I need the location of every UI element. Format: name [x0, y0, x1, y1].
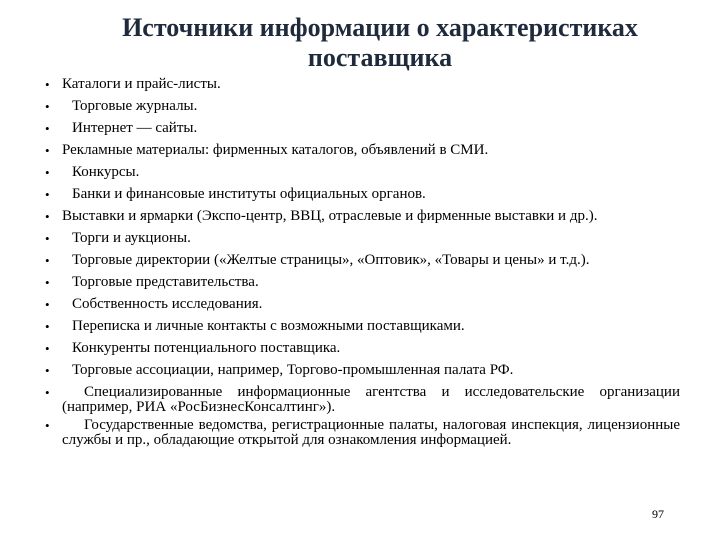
list-item-text: Конкуренты потенциального поставщика.: [72, 340, 341, 356]
bullet-icon: •: [45, 253, 50, 268]
list-item: [45, 98, 680, 114]
list-item: [45, 230, 680, 246]
list-item-text: Собственность исследования.: [72, 296, 263, 312]
list-item: [45, 362, 680, 378]
list-item: [45, 384, 680, 415]
list-item-text: Выставки и ярмарки (Экспо-центр, ВВЦ, отраслевые и фирменные выставки и др.).: [62, 208, 598, 224]
list-item-text: Переписка и личные контакты с возможными поставщиками.: [72, 318, 465, 334]
bullet-icon: •: [45, 121, 50, 136]
list-item: [45, 274, 680, 290]
list-item-text: Торговые представительства.: [72, 274, 259, 290]
list-item-text: Рекламные материалы: фирменных каталогов, объявлений в СМИ.: [62, 142, 489, 158]
slide-title: Источники информации о характеристиках поставщика: [122, 13, 638, 72]
list-item-text: Конкурсы.: [72, 164, 140, 180]
list-item: [45, 186, 680, 202]
bullet-icon: •: [45, 275, 50, 290]
bullet-icon: •: [45, 385, 50, 400]
bullet-icon: •: [45, 319, 50, 334]
list-item: [45, 417, 680, 448]
list-item-text: Банки и финансовые институты официальных органов.: [72, 186, 426, 202]
list-item-text: Торговые ассоциации, например, Торгово-промышленная палата РФ.: [72, 362, 514, 378]
list-item-text: Торги и аукционы.: [72, 230, 191, 246]
bullet-icon: •: [45, 209, 50, 224]
list-item-text: Каталоги и прайс-листы.: [62, 76, 221, 92]
bullet-icon: •: [45, 363, 50, 378]
list-item: [45, 208, 680, 224]
list-item: [45, 340, 680, 356]
list-item: [45, 76, 680, 92]
list-item: [45, 164, 680, 180]
list-item: [45, 318, 680, 334]
list-item: [45, 252, 680, 268]
list-item-text: Торговые журналы.: [72, 98, 198, 114]
list-item: [45, 120, 680, 136]
list-item: [45, 142, 680, 158]
bullet-icon: •: [45, 341, 50, 356]
list-item-text: Торговые директории («Желтые страницы», «Оптовик», «Товары и цены» и т.д.).: [72, 252, 590, 268]
list-item-text: Государственные ведомства, регистрационные палаты, налоговая инспекция, лицензионные службы и пр., обладающие открытой для ознакомления информацией.: [62, 417, 680, 448]
bullet-icon: •: [45, 418, 50, 433]
list-item: [45, 296, 680, 312]
bullet-icon: •: [45, 297, 50, 312]
bullet-icon: •: [45, 165, 50, 180]
bullet-icon: •: [45, 187, 50, 202]
page-number: 97: [652, 507, 664, 521]
bullet-icon: •: [45, 99, 50, 114]
list-item-text: Специализированные информационные агентства и исследовательские организации (например, РИА «РосБизнесКонсалтинг»).: [62, 384, 680, 415]
bullet-icon: •: [45, 77, 50, 92]
sources-list: [45, 76, 680, 451]
list-item-text: Интернет — сайты.: [72, 120, 198, 136]
bullet-icon: •: [45, 231, 50, 246]
bullet-icon: •: [45, 143, 50, 158]
